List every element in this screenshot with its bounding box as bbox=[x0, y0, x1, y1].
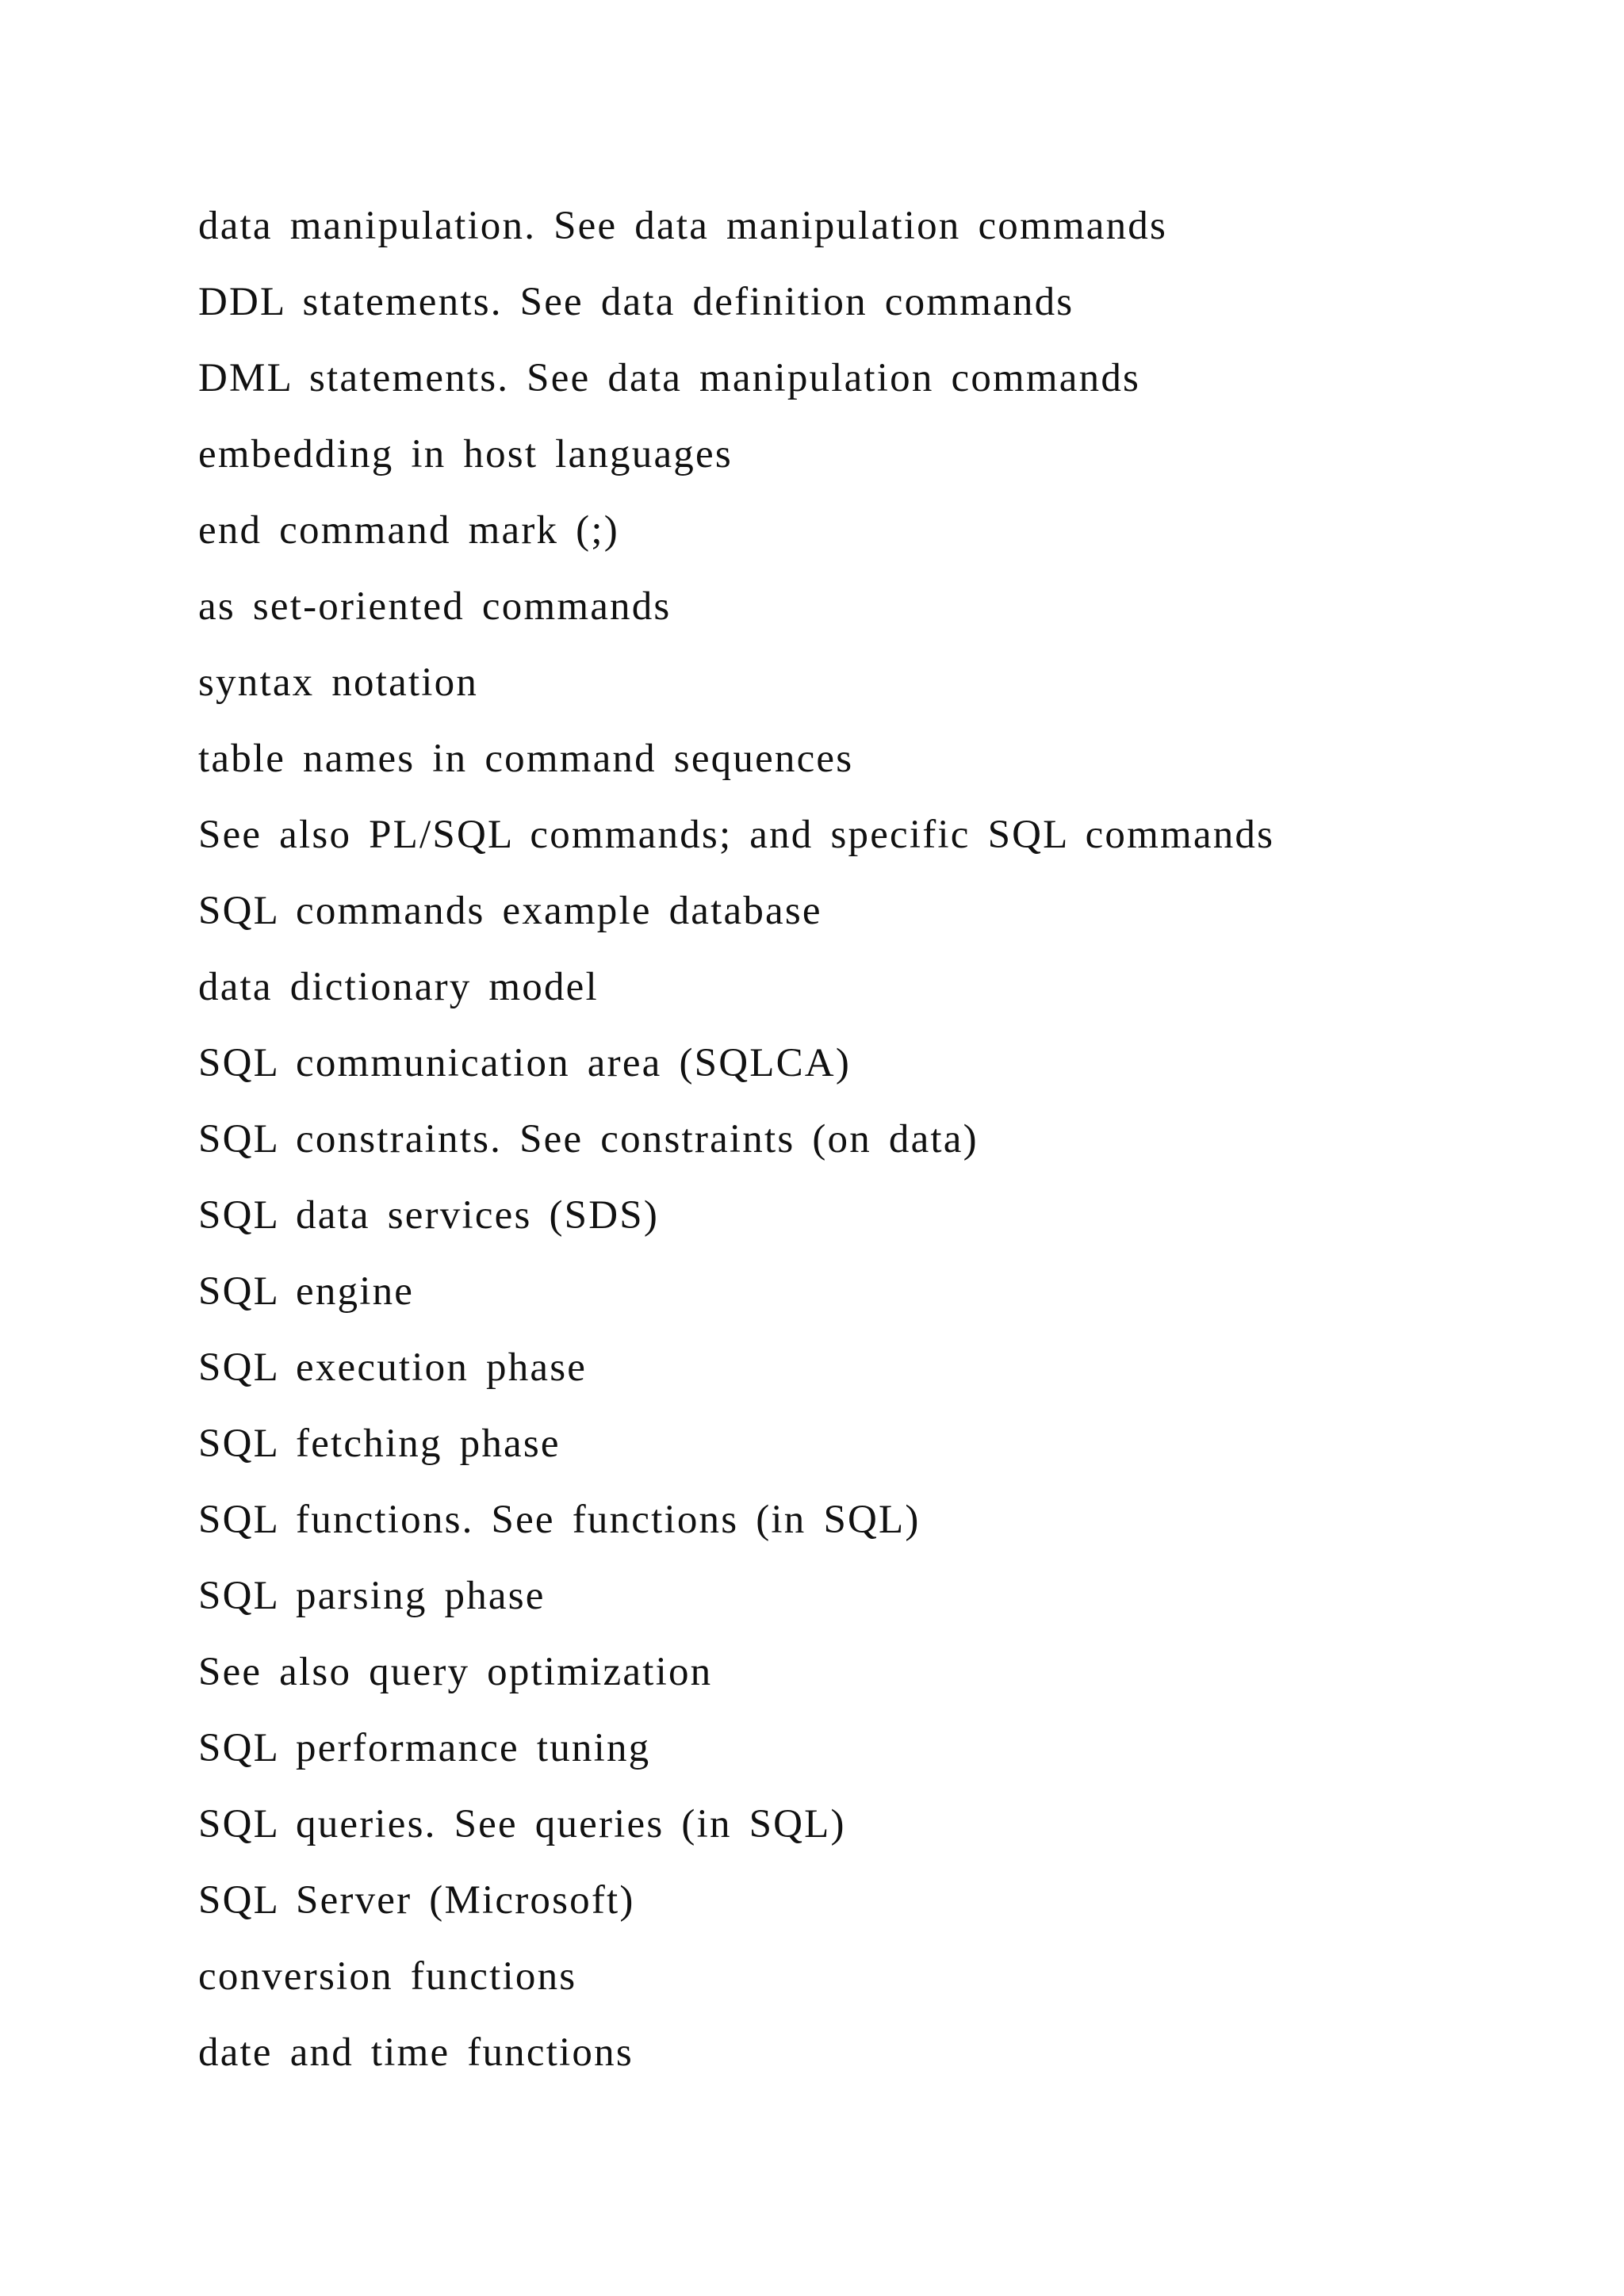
index-entry: end command mark (;) bbox=[198, 508, 619, 553]
index-entry: SQL fetching phase bbox=[198, 1422, 561, 1466]
index-entry: date and time functions bbox=[198, 2030, 634, 2075]
index-entry: embedding in host languages bbox=[198, 432, 733, 476]
index-entry: SQL commands example database bbox=[198, 889, 822, 933]
index-entry: syntax notation bbox=[198, 660, 479, 705]
index-entry: table names in command sequences bbox=[198, 737, 854, 781]
index-entry-list bbox=[198, 188, 1274, 2091]
index-entry: SQL performance tuning bbox=[198, 1726, 651, 1770]
index-entry: as set-oriented commands bbox=[198, 584, 672, 629]
index-entry: DML statements. See data manipulation commands bbox=[198, 356, 1141, 400]
index-entry: See also PL/SQL commands; and specific SQL commands bbox=[198, 813, 1275, 857]
index-entry: DDL statements. See data definition commands bbox=[198, 280, 1074, 324]
index-entry: SQL execution phase bbox=[198, 1345, 588, 1390]
index-entry: SQL queries. See queries (in SQL) bbox=[198, 1802, 846, 1846]
index-entry: conversion functions bbox=[198, 1954, 577, 1999]
index-entry: SQL functions. See functions (in SQL) bbox=[198, 1498, 921, 1542]
index-entry: SQL parsing phase bbox=[198, 1574, 546, 1618]
index-entry: SQL Server (Microsoft) bbox=[198, 1878, 635, 1923]
index-entry: data dictionary model bbox=[198, 965, 599, 1009]
index-entry: SQL constraints. See constraints (on data) bbox=[198, 1117, 979, 1161]
index-entry: See also query optimization bbox=[198, 1650, 713, 1694]
index-entry: SQL engine bbox=[198, 1269, 415, 1314]
index-entry: data manipulation. See data manipulation commands bbox=[198, 204, 1168, 248]
index-entry: SQL communication area (SQLCA) bbox=[198, 1041, 852, 1085]
index-entry: SQL data services (SDS) bbox=[198, 1193, 660, 1238]
